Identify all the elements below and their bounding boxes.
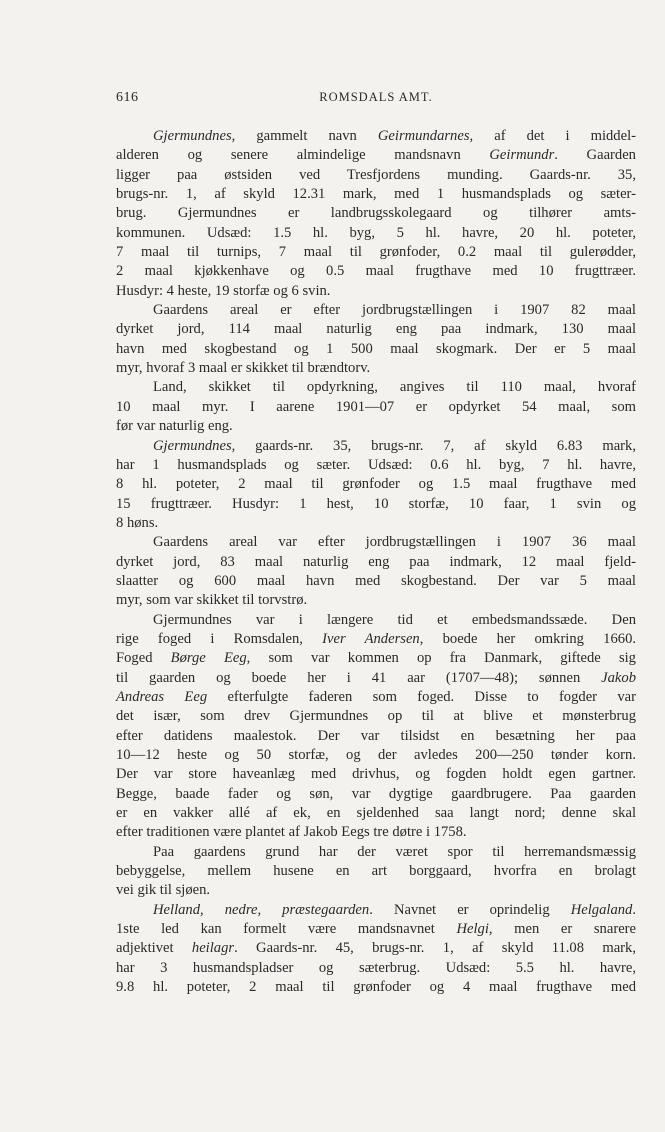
- text-segment: dyrket jord, 83 maal naturlig eng paa indmark, 12 maal fjeld-: [116, 553, 636, 570]
- body-text: [116, 127, 636, 997]
- text-line: [116, 437, 636, 456]
- text-segment: 9.8 hl. poteter, 2 maal til grønfoder og 4 maal frugthave med: [116, 979, 636, 996]
- text-line: [116, 185, 636, 204]
- text-segment: 7 maal til turnips, 7 maal til grønfoder, 0.2 maal til gulerødder,: [116, 244, 636, 261]
- text-line: [116, 649, 636, 668]
- text-segment: havn med skogbestand og 1 500 maal skogmark. Der er 5 maal: [116, 340, 636, 357]
- text-line: [116, 785, 636, 804]
- text-line: [116, 572, 636, 591]
- text-segment: brugs-nr. 1, af skyld 12.31 mark, med 1 husmandsplads og sæter-: [116, 186, 636, 203]
- italic-text: Helland, nedre, præstegaarden: [153, 901, 370, 918]
- text-segment: . Gaards-nr. 45, brugs-nr. 1, af skyld 11.08 mark,: [234, 940, 636, 957]
- text-line: [116, 591, 636, 610]
- text-line: [116, 611, 636, 630]
- text-line: [116, 475, 636, 494]
- text-line: [116, 398, 636, 417]
- text-segment: 15 frugttræer. Husdyr: 1 hest, 10 storfæ, 10 faar, 1 svin og: [116, 495, 636, 512]
- text-segment: 1ste led kan formelt være mandsnavnet: [116, 921, 457, 938]
- text-line: [116, 765, 636, 784]
- text-line: [116, 823, 636, 842]
- text-segment: adjektivet: [116, 940, 192, 957]
- text-segment: myr, hvoraf 3 maal er skikket til brændtorv.: [116, 360, 371, 377]
- text-line: [116, 146, 636, 165]
- text-line: [116, 727, 636, 746]
- text-line: [116, 978, 636, 997]
- text-segment: efter datidens maalestok. Der var tilsidst en besætning her paa: [116, 727, 636, 744]
- text-segment: efterfulgte faderen som foged. Disse to fogder var: [207, 688, 636, 705]
- text-line: [116, 417, 636, 436]
- text-segment: har 3 husmandspladser og sæterbrug. Udsæd: 5.5 hl. havre,: [116, 959, 636, 976]
- text-segment: Paa gaardens grund har der været spor til herremandsmæssig: [153, 843, 636, 860]
- text-line: [116, 495, 636, 514]
- text-line: [116, 553, 636, 572]
- text-line: [116, 166, 636, 185]
- text-line: [116, 533, 636, 552]
- text-line: [116, 862, 636, 881]
- text-segment: Gaardens areal er efter jordbrugstællingen i 1907 82 maal: [153, 302, 636, 319]
- italic-text: Andreas Eeg: [116, 688, 208, 705]
- text-line: [116, 456, 636, 475]
- page-number: 616: [116, 90, 139, 105]
- italic-text: heilagr: [191, 940, 235, 957]
- text-line: [116, 282, 636, 301]
- text-segment: før var naturlig eng.: [116, 418, 233, 435]
- text-segment: rige foged i Romsdalen,: [116, 630, 323, 647]
- text-segment: , men er snarere: [488, 921, 637, 938]
- text-line: [116, 262, 636, 281]
- italic-text: Gjermundnes: [153, 437, 232, 454]
- text-line: [116, 707, 636, 726]
- text-line: [116, 127, 636, 146]
- page-header: [116, 90, 636, 110]
- text-segment: brug. Gjermundnes er landbrugsskolegaard og tilhører amts-: [116, 205, 636, 222]
- text-segment: myr, som var skikket til torvstrø.: [116, 592, 308, 609]
- text-line: [116, 843, 636, 862]
- text-segment: ligger paa østsiden ved Tresfjordens munding. Gaards-nr. 35,: [116, 166, 636, 183]
- italic-text: Helgi: [456, 921, 489, 938]
- text-line: [116, 804, 636, 823]
- text-segment: , gaards-nr. 35, brugs-nr. 7, af skyld 6.83 mark,: [231, 437, 636, 454]
- italic-text: Iver Andersen: [322, 630, 420, 647]
- text-segment: kommunen. Udsæd: 1.5 hl. byg, 5 hl. havre, 20 hl. poteter,: [116, 224, 636, 241]
- text-segment: , gammelt navn: [231, 128, 378, 144]
- text-segment: 2 maal kjøkkenhave og 0.5 maal frugthave med 10 frugttræer.: [116, 263, 636, 280]
- text-line: [116, 746, 636, 765]
- text-segment: Begge, baade fader og søn, var dygtige gaardbrugere. Paa gaarden: [116, 785, 636, 802]
- text-segment: 8 høns.: [116, 514, 159, 531]
- text-line: [116, 920, 636, 939]
- text-segment: , boede her omkring 1660.: [419, 630, 637, 647]
- text-line: [116, 959, 636, 978]
- text-line: [116, 669, 636, 688]
- text-line: [116, 301, 636, 320]
- text-line: [116, 224, 636, 243]
- text-line: [116, 320, 636, 339]
- text-segment: er en vakker allé af ek, en sjeldenhed saa langt nord; denne skal: [116, 805, 636, 822]
- italic-text: Gjermundnes: [153, 128, 232, 144]
- text-segment: Der var store haveanlæg med drivhus, og fogden holdt egen gartner.: [116, 766, 636, 783]
- text-line: [116, 243, 636, 262]
- text-line: [116, 378, 636, 397]
- text-segment: dyrket jord, 114 maal naturlig eng paa indmark, 130 maal: [116, 321, 636, 338]
- text-segment: efter traditionen være plantet af Jakob Eegs tre døtre i 1758.: [116, 824, 467, 841]
- text-segment: . Gaarden: [554, 147, 636, 164]
- italic-text: Helgaland: [570, 901, 633, 918]
- italic-text: Børge Eeg: [170, 650, 247, 667]
- text-segment: Husdyr: 4 heste, 19 storfæ og 6 svin.: [116, 282, 331, 299]
- text-line: [116, 359, 636, 378]
- text-segment: det især, som drev Gjermundnes op til at blive et mønsterbrug: [116, 708, 636, 725]
- text-segment: Gjermundnes var i længere tid et embedsmandssæde. Den: [153, 611, 636, 628]
- italic-text: Jakob: [601, 669, 636, 686]
- text-segment: slaatter og 600 maal havn med skogbestand. Der var 5 maal: [116, 572, 636, 589]
- text-line: [116, 901, 636, 920]
- text-line: [116, 881, 636, 900]
- text-line: [116, 204, 636, 223]
- text-segment: 10 maal myr. I aarene 1901—07 er opdyrket 54 maal, som: [116, 398, 636, 415]
- text-segment: . Navnet er oprindelig: [369, 901, 571, 918]
- text-segment: 8 hl. poteter, 2 maal til grønfoder og 1.5 maal frugthave med: [116, 476, 636, 493]
- running-head: ROMSDALS AMT.: [319, 90, 433, 104]
- text-line: [116, 688, 636, 707]
- text-segment: , af det i middel-: [469, 128, 636, 144]
- italic-text: Geirmundarnes: [377, 128, 470, 144]
- italic-text: Geirmundr: [489, 147, 555, 164]
- text-segment: Gaardens areal var efter jordbrugstællingen i 1907 36 maal: [153, 534, 636, 551]
- text-line: [116, 939, 636, 958]
- text-line: [116, 340, 636, 359]
- text-segment: Foged: [116, 650, 171, 667]
- text-segment: 10—12 heste og 50 storfæ, og der avledes 200—250 tønder korn.: [116, 747, 636, 763]
- text-segment: til gaarden og boede her i 41 aar (1707—48); sønnen: [116, 669, 602, 686]
- text-segment: Land, skikket til opdyrkning, angives til 110 maal, hvoraf: [153, 379, 636, 396]
- text-segment: vei gik til sjøen.: [116, 882, 211, 899]
- text-segment: har 1 husmandsplads og sæter. Udsæd: 0.6 hl. byg, 7 hl. havre,: [116, 456, 636, 473]
- text-segment: alderen og senere almindelige mandsnavn: [116, 147, 490, 164]
- text-segment: , som var kommen op fra Danmark, giftede sig: [246, 650, 636, 667]
- text-line: [116, 514, 636, 533]
- text-segment: bebyggelse, mellem husene en art borggaard, hvorfra en brolagt: [116, 863, 636, 880]
- text-segment: .: [632, 901, 636, 918]
- text-line: [116, 630, 636, 649]
